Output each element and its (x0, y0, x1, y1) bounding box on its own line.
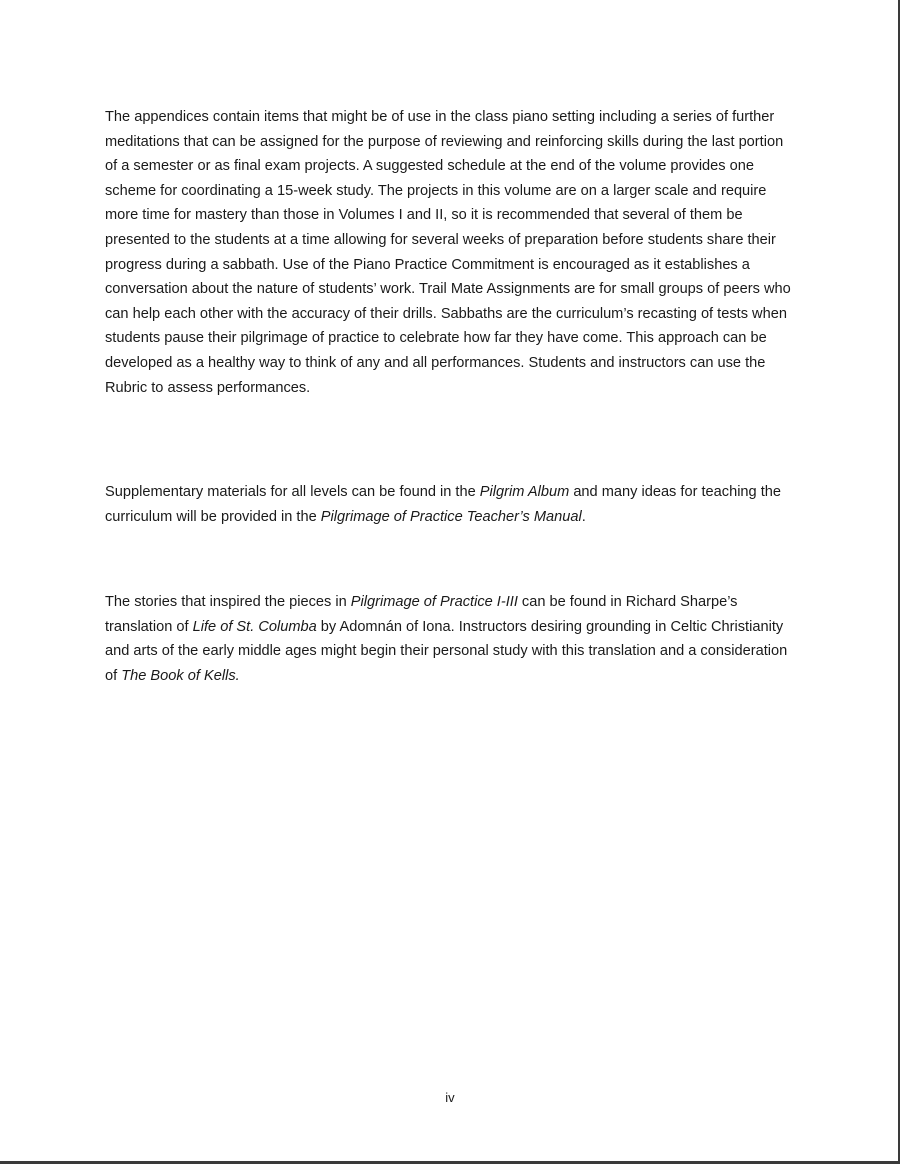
text-run: by Adomnán of Iona. Instructors desiring grounding in Celtic Christianity and arts of the early middle ages might begin their personal study with this translation and a consideration of (105, 618, 788, 684)
title-teachers-manual: Pilgrimage of Practice Teacher’s Manual (320, 508, 582, 525)
paragraph-appendices: The appendices contain items that might be of use in the class piano setting including a series of further meditations that can be assigned for the purpose of reviewing and reinforcing skills during the last portion of a semester or as final exam projects. A suggested schedule at the end of the volume provides one scheme for coordinating a 15-week study. The projects in this volume are on a larger scale and require more time for mastery than those in Volumes I and II, so it is recommended that several of them be presented to the students at a time allowing for several weeks of preparation before students share their progress during a sabbath. Use of the Piano Practice Commitment is encouraged as it establishes a conversation about the nature of students’ work. Trail Mate Assignments are for small groups of peers who can help each other with the accuracy of their drills. Sabbaths are the curriculum’s recasting of tests when students pause their pilgrimage of practice to celebrate how far they have come. This approach can be developed as a healthy way to think of any and all performances. Students and instructors can use the Rubric to assess performances. (105, 109, 791, 396)
title-pilgrim-album: Pilgrim Album (479, 484, 570, 500)
paragraph-supplementary-materials (105, 480, 795, 529)
text-run: can be found in Richard Sharpe’s translation of (105, 594, 738, 635)
page-number: iv (445, 1090, 455, 1105)
text-run: The stories that inspired the pieces in (105, 594, 351, 610)
title-life-of-st-columba: Life of St. Columba (192, 618, 317, 635)
text-run: Supplementary materials for all levels can be found in the (105, 484, 480, 500)
paragraph-stories (105, 590, 795, 688)
text-run: and many ideas for teaching the curriculum will be provided in the (105, 484, 782, 525)
title-book-of-kells: The Book of Kells. (121, 667, 240, 684)
text-run: . (581, 508, 586, 525)
title-pilgrimage-of-practice: Pilgrimage of Practice I-III (350, 594, 518, 610)
